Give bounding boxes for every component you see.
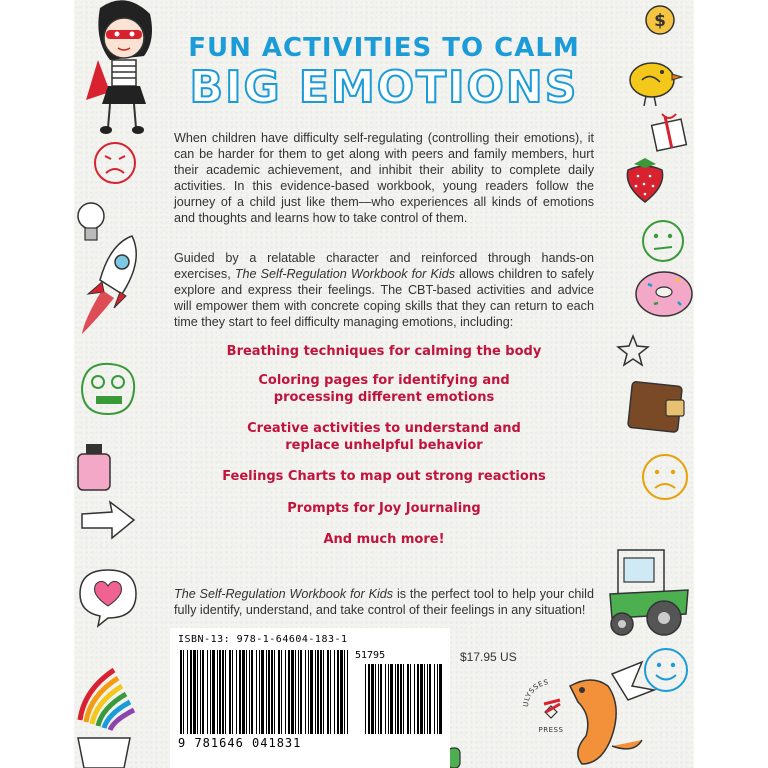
description-paragraph-3 [174, 586, 594, 618]
barcode-bars [178, 650, 442, 736]
rocket-icon [74, 230, 148, 340]
monster-face-icon [76, 358, 140, 418]
barcode-bar [397, 664, 399, 734]
barcode-bar [334, 650, 335, 734]
barcode-bar [323, 650, 324, 734]
barcode-bar [340, 650, 343, 734]
barcode-bar [239, 650, 241, 734]
barcode-bar [375, 664, 376, 734]
bullet-line: And much more! [323, 532, 445, 547]
barcode-bar [200, 650, 201, 734]
barcode-bar [403, 664, 404, 734]
bullet-line: Prompts for Joy Journaling [287, 501, 481, 516]
barcode-bar [259, 650, 260, 734]
barcode-bar [298, 650, 299, 734]
barcode-bar [268, 650, 270, 734]
barcode-bar [308, 650, 309, 734]
barcode-bar [212, 650, 215, 734]
barcode-bar [320, 650, 322, 734]
barcode-bar [291, 650, 294, 734]
bullet-item [174, 500, 594, 517]
barcode-bar [410, 664, 411, 734]
barcode-digits: 9 781646 041831 [178, 736, 302, 750]
barcode-box [170, 628, 450, 768]
barcode-bar [202, 650, 204, 734]
bullet-line: Coloring pages for identifying and [258, 373, 510, 388]
barcode-bar [385, 664, 386, 734]
strawberry-icon [620, 150, 670, 206]
barcode-bar [390, 664, 393, 734]
barcode-bar [183, 650, 184, 734]
barcode-bar [417, 664, 419, 734]
book-title-italic: The Self-Regulation Workbook for Kids [234, 267, 455, 281]
bullet-item [174, 372, 594, 406]
barcode-bar [207, 650, 208, 734]
neutral-face-icon [640, 218, 686, 264]
rainbow-cup-icon [74, 660, 144, 768]
barcode-bar [429, 664, 431, 734]
svg-text:ULYSSES: ULYSSES [521, 678, 550, 708]
barcode-bar [420, 664, 423, 734]
barcode-bar [371, 664, 374, 734]
svg-text:$: $ [654, 11, 666, 31]
barcode-bar [281, 650, 282, 734]
barcode-bar [327, 650, 329, 734]
barcode-bar [271, 650, 273, 734]
barcode-bar [217, 650, 218, 734]
bullet-item [174, 531, 594, 548]
barcode-bar [285, 650, 286, 734]
price-label: $17.95 US [460, 650, 517, 664]
barcode-bar [424, 664, 425, 734]
bullet-line: replace unhelpful behavior [285, 438, 483, 453]
barcode-bar [344, 650, 345, 734]
barcode-bar [261, 650, 264, 734]
frown-face-icon [92, 140, 138, 186]
heart-bubble-icon [76, 564, 140, 628]
barcode-bar [395, 664, 396, 734]
barcode-bar [388, 664, 389, 734]
barcode-bar [439, 664, 442, 734]
barcode-bar [380, 664, 382, 734]
ink-bottle-icon [74, 440, 118, 496]
barcode-bar [278, 650, 280, 734]
bullet-line: processing different emotions [273, 390, 495, 405]
barcode-bar [190, 650, 192, 734]
price-code: 51795 [355, 650, 386, 661]
barcode-bar [266, 650, 267, 734]
barcode-bar [256, 650, 257, 734]
barcode-bar [187, 650, 188, 734]
barcode-bar [251, 650, 253, 734]
dollar-coin-icon [644, 4, 676, 36]
barcode-bar [305, 650, 306, 734]
dragon-icon [542, 656, 662, 768]
barcode-bar [337, 650, 339, 734]
description-paragraph-1: When children have difficulty self-regulating (controlling their emotions), it can be harder for them to get along with peers and family members, hurt their academic achievement, and inhibit their ability to complete daily activities. In this evidence-based workbook, young readers follow the journey of a child just like them—who experiences all kinds of emotions and thoughts and learns how to take control of them. [174, 131, 594, 225]
barcode-bar [197, 650, 198, 734]
book-back-cover [74, 0, 694, 768]
title-line-1: FUN ACTIVITIES TO CALM [188, 33, 580, 63]
barcode-bar [330, 650, 331, 734]
barcode-bar [193, 650, 196, 734]
barcode-bar [368, 664, 370, 734]
barcode-bar [236, 650, 237, 734]
barcode-bar [310, 650, 313, 734]
isbn-label: ISBN-13: 978-1-64604-183-1 [178, 634, 348, 645]
barcode-bar [300, 650, 302, 734]
barcode-bar [232, 650, 233, 734]
svg-text:PRESS: PRESS [538, 726, 564, 734]
bullet-item [174, 468, 594, 485]
paragraph-3-text: is the perfect tool to help your child fully identify, understand, and take control of their feelings in any situation! [174, 587, 594, 617]
paragraph-2-text-b: allows children to safely explore and express their feelings. The CBT-based activities and advice will empower them with concrete coping skills that they can return to each time they start to feel difficulty managing emotions, including: [174, 267, 594, 329]
bullet-line: Creative activities to understand and [247, 421, 521, 436]
barcode-bar [400, 664, 402, 734]
bullet-line: Breathing techniques for calming the body [226, 344, 542, 359]
barcode-bar [414, 664, 415, 734]
sad-face-icon [640, 452, 690, 502]
barcode-bar [249, 650, 250, 734]
barcode-bar [180, 650, 182, 734]
barcode-bar [288, 650, 290, 734]
bullet-item [174, 343, 594, 360]
arrow-icon [78, 498, 138, 542]
barcode-bar [347, 650, 348, 734]
barcode-bar [295, 650, 296, 734]
barcode-bar [222, 650, 224, 734]
barcode-bar [274, 650, 275, 734]
barcode-bar [225, 650, 226, 734]
barcode-bar [315, 650, 316, 734]
barcode-bar [219, 650, 221, 734]
book-title-italic: The Self-Regulation Workbook for Kids [174, 587, 394, 601]
barcode-bar [317, 650, 319, 734]
gift-box-icon [650, 108, 690, 152]
paragraph-2-text-a: Guided by a relatable character and reinforced through hands-on exercises, [174, 251, 594, 281]
barcode-bar [378, 664, 379, 734]
barcode-bar [437, 664, 438, 734]
description-paragraph-2 [174, 250, 594, 330]
bullet-line: Feelings Charts to map out strong reactions [222, 469, 546, 484]
barcode-bar [407, 664, 409, 734]
barcode-bar [242, 650, 245, 734]
donut-icon [630, 264, 694, 320]
barcode-bar [427, 664, 428, 734]
barcode-bar [246, 650, 247, 734]
title-line-2: BIG EMOTIONS [189, 62, 579, 113]
barcode-bar [365, 664, 366, 734]
bullet-item [174, 420, 594, 454]
barcode-bar [229, 650, 231, 734]
wallet-icon [626, 374, 690, 438]
barcode-bar [210, 650, 211, 734]
tractor-icon [602, 530, 694, 642]
barcode-bar [434, 664, 435, 734]
star-icon [616, 334, 650, 368]
